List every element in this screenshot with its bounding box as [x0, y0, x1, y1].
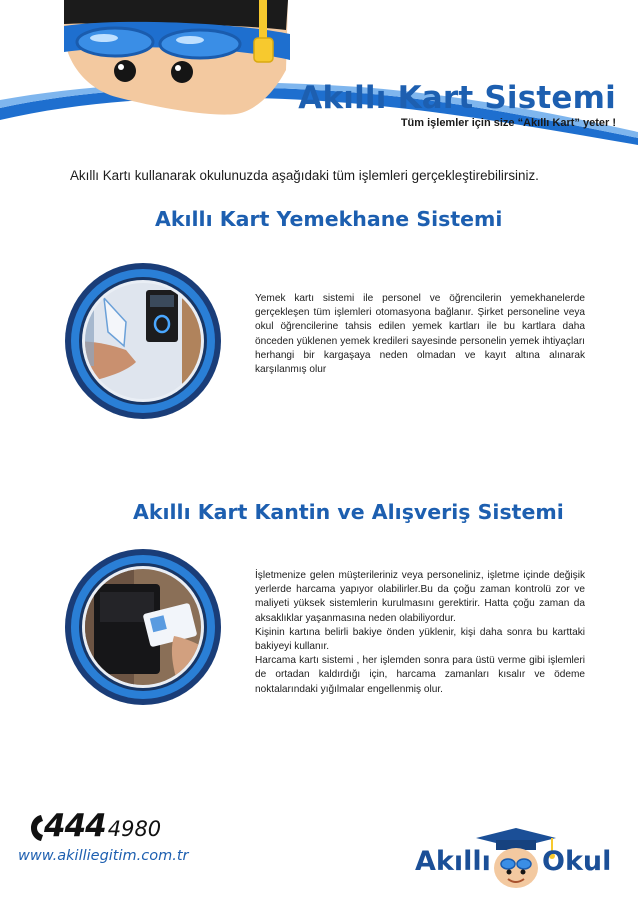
canteen-paragraph-3: Harcama kartı sistemi , her işlemden sonra para üstü verme gibi işlemleri de ortadan kaldırdığı için, harcama zamanları kısalır ve ödeme noktalarındaki yığılmalar engellenmiş olur.	[255, 655, 585, 695]
phone-number	[30, 808, 161, 844]
canteen-description	[255, 569, 585, 697]
page-title: Akıllı Kart Sistemi	[298, 80, 616, 116]
section-title-canteen: Akıllı Kart Kantin ve Alışveriş Sistemi	[133, 500, 564, 524]
brand-logo	[412, 826, 624, 898]
canteen-photo	[64, 548, 222, 706]
phone-main: 444	[44, 808, 106, 844]
logo-word-school: Okul	[542, 846, 612, 877]
cafeteria-description	[255, 292, 585, 377]
cafeteria-paragraph: Yemek kartı sistemi ile personel ve öğrencilerin yemekhanelerde gerçekleşen tüm işlemleri otomasyona bağlanır. Şirket personeline veya okul öğrencilerine tahsis edilen yemek kartları ile bu kartlara daha önceden yüklenen yemek kredileri sayesinde personelin yemek ihtiyaçları herhangi bir kargaşaya neden olmadan ve kayıt altına alınarak karşılanmış olur	[255, 293, 585, 376]
intro-text: Akıllı Kartı kullanarak okulunuzda aşağıdaki tüm işlemleri gerçekleştirebilirsiniz.	[70, 168, 539, 183]
canteen-paragraph-2: Kişinin kartına belirli bakiye önden yüklenir, kişi daha sonra bu karttaki bakiyeyi kullanır.	[255, 626, 585, 653]
cafeteria-photo	[64, 262, 222, 420]
phone-extension: 4980	[107, 817, 162, 841]
canteen-paragraph-1: İşletmenize gelen müşterileriniz veya personeliniz, işletme içinde değişik yerlerde harcama yapıyor olabilirler.Bu da çoğu zaman kontrolü zor ve maliyeti yüksek sistemlerin kurulmasını gerektirir. Hatta çoğu zaman da aksaklıklar yaşanmasına neden olabiliyordur.	[255, 570, 585, 624]
title-block	[298, 80, 616, 129]
section-title-cafeteria: Akıllı Kart Yemekhane Sistemi	[155, 207, 503, 231]
phone-icon	[30, 814, 44, 842]
website-link[interactable]: www.akilliegitim.com.tr	[18, 848, 189, 864]
logo-word-smart: Akıllı	[415, 846, 491, 877]
page-tagline: Tüm işlemler için size “Akıllı Kart” yeter !	[400, 117, 616, 129]
